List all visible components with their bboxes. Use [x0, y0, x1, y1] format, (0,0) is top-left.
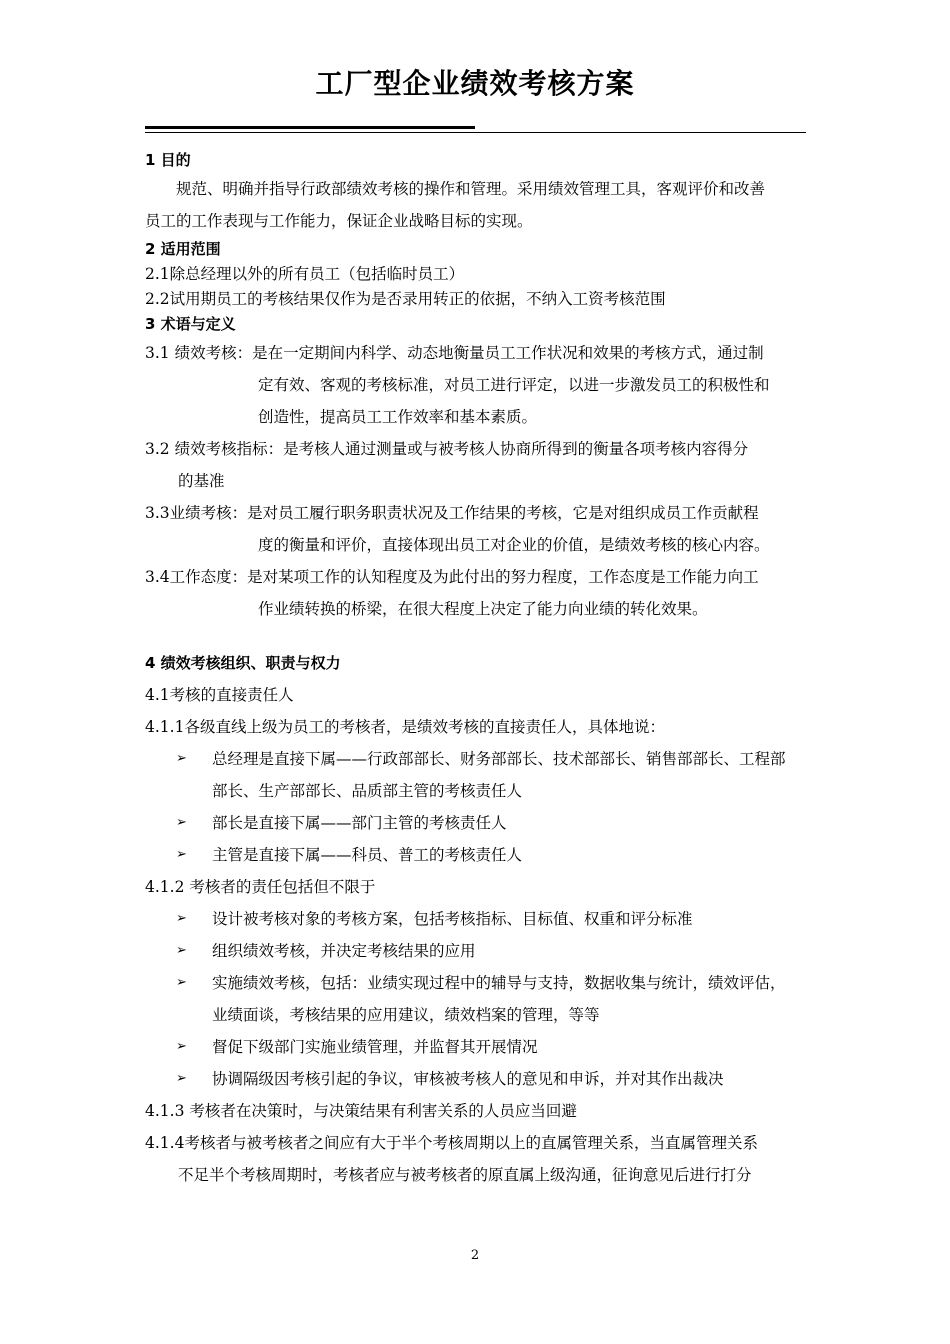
bullet-arrow-icon: ➢	[176, 815, 187, 830]
definition-line: 3.2 绩效考核指标：是考核人通过测量或与被考核人协商所得到的衡量各项考核内容得分	[145, 440, 749, 458]
list-item: ➢ 协调隔级因考核引起的争议，审核被考核人的意见和申诉，并对其作出裁决	[145, 1063, 807, 1095]
list-item: ➢ 设计被考核对象的考核方案，包括考核指标、目标值、权重和评分标准	[145, 903, 807, 935]
section-heading-purpose: 1 目的	[145, 151, 191, 169]
definition-line: 定有效、客观的考核标准，对员工进行评定，以进一步激发员工的积极性和	[258, 376, 770, 394]
list-item: ➢ 实施绩效考核，包括：业绩实现过程中的辅导与支持，数据收集与统计，绩效评估，	[145, 967, 807, 999]
scope-item: 2.2试用期员工的考核结果仅作为是否录用转正的依据，不纳入工资考核范围	[145, 290, 666, 308]
scope-item: 2.1除总经理以外的所有员工（包括临时员工）	[145, 265, 465, 283]
bullet-arrow-icon: ➢	[176, 751, 187, 766]
definition-line: 度的衡量和评价，直接体现出员工对企业的价值，是绩效考核的核心内容。	[258, 536, 770, 554]
title-rule-thin	[145, 132, 806, 133]
paragraph-line: 规范、明确并指导行政部绩效考核的操作和管理。采用绩效管理工具，客观评价和改善	[176, 180, 766, 198]
definition-line: 的基准	[178, 472, 225, 490]
bullet-arrow-icon: ➢	[176, 1071, 187, 1086]
section-heading-scope: 2 适用范围	[145, 240, 221, 258]
subsection-line: 4.1考核的直接责任人	[145, 686, 294, 704]
definition-line: 作业绩转换的桥梁，在很大程度上决定了能力向业绩的转化效果。	[258, 600, 708, 618]
paragraph-line: 员工的工作表现与工作能力，保证企业战略目标的实现。	[145, 212, 533, 230]
document-body	[145, 148, 807, 1191]
section-heading-terms: 3 术语与定义	[145, 315, 236, 333]
definition-line: 3.4工作态度：是对某项工作的认知程度及为此付出的努力程度，工作态度是工作能力向工	[145, 568, 759, 586]
subsection-line: 4.1.3 考核者在决策时，与决策结果有利害关系的人员应当回避	[145, 1102, 577, 1120]
section-heading-organization: 4 绩效考核组织、职责与权力	[145, 654, 341, 672]
definition-line: 创造性，提高员工工作效率和基本素质。	[258, 408, 538, 426]
subsection-line: 4.1.1各级直线上级为员工的考核者，是绩效考核的直接责任人，具体地说：	[145, 718, 665, 736]
list-item: ➢ 督促下级部门实施业绩管理，并监督其开展情况	[145, 1031, 807, 1063]
list-item: ➢ 部长是直接下属——部门主管的考核责任人	[145, 807, 807, 839]
subsection-line: 不足半个考核周期时，考核者应与被考核者的原直属上级沟通，征询意见后进行打分	[178, 1166, 752, 1184]
list-item: ➢ 组织绩效考核，并决定考核结果的应用	[145, 935, 807, 967]
definition-line: 3.3业绩考核：是对员工履行职务职责状况及工作结果的考核，它是对组织成员工作贡献程	[145, 504, 759, 522]
list-item-continuation: 部长、生产部部长、品质部主管的考核责任人	[212, 782, 523, 800]
page-number: 2	[470, 1248, 480, 1263]
subsection-line: 4.1.2 考核者的责任包括但不限于	[145, 878, 376, 896]
bullet-arrow-icon: ➢	[176, 1039, 187, 1054]
title-rule-thick	[145, 126, 475, 129]
bullet-arrow-icon: ➢	[176, 847, 187, 862]
subsection-line: 4.1.4考核者与被考核者之间应有大于半个考核周期以上的直属管理关系，当直属管理关系	[145, 1134, 758, 1152]
list-item: ➢ 总经理是直接下属——行政部部长、财务部部长、技术部部长、销售部部长、工程部	[145, 743, 807, 775]
list-item: ➢ 主管是直接下属——科员、普工的考核责任人	[145, 839, 807, 871]
bullet-arrow-icon: ➢	[176, 975, 187, 990]
definition-line: 3.1 绩效考核：是在一定期间内科学、动态地衡量员工工作状况和效果的考核方式，通过制	[145, 344, 764, 362]
list-item-continuation: 业绩面谈，考核结果的应用建议，绩效档案的管理，等等	[212, 1006, 600, 1024]
bullet-arrow-icon: ➢	[176, 911, 187, 926]
document-title: 工厂型企业绩效考核方案	[315, 67, 635, 100]
bullet-arrow-icon: ➢	[176, 943, 187, 958]
